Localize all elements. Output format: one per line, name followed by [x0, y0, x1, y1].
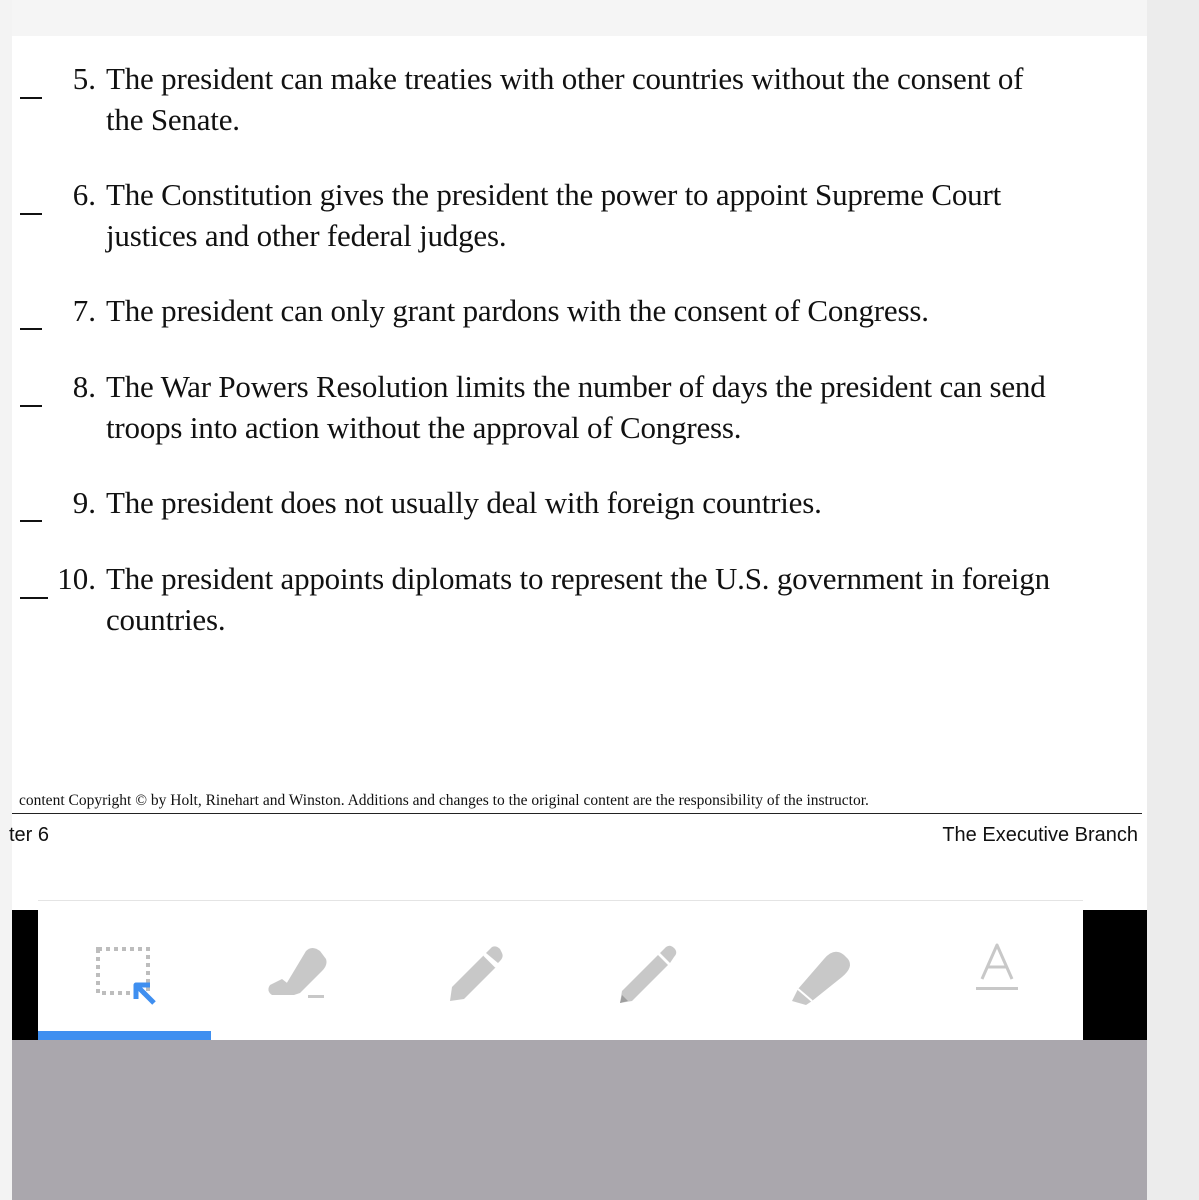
question-text-line: countries. [106, 602, 226, 637]
copyright-notice: content Copyright © by Holt, Rinehart and Winston. Additions and changes to the original content are the responsibility of the instructor. [19, 792, 869, 809]
canvas-background [12, 1040, 1147, 1200]
question-number: 5. [72, 61, 96, 96]
question-text-line: the Senate. [106, 102, 240, 137]
chapter-label: ter 6 [9, 824, 50, 846]
question-text-line: The War Powers Resolution limits the number of days the president can send [106, 369, 1046, 404]
annotation-toolbar [38, 900, 1083, 1040]
highlighter-tool[interactable] [784, 941, 854, 1011]
lasso-select-icon [94, 943, 164, 1013]
question-text-line: The president can make treaties with other countries without the consent of [106, 61, 1024, 96]
top-margin [0, 0, 1199, 36]
text-tool-icon [962, 941, 1032, 1011]
question-number: 8. [72, 369, 96, 404]
toolbar-edge-left [12, 910, 38, 1040]
question-text-line: troops into action without the approval of Congress. [106, 410, 742, 445]
eraser-icon [264, 941, 334, 1011]
question-text-line: The president appoints diplomats to represent the U.S. government in foreign [106, 561, 1050, 596]
pencil-tool[interactable] [612, 941, 682, 1011]
left-margin [0, 0, 12, 1200]
highlighter-icon [784, 941, 854, 1011]
right-margin [1147, 0, 1199, 1200]
section-title: The Executive Branch [942, 824, 1138, 846]
question-number: 9. [72, 485, 96, 520]
pencil-icon [612, 941, 682, 1011]
pen-tool[interactable] [440, 941, 510, 1011]
question-text-line: justices and other federal judges. [106, 218, 507, 253]
eraser-tool[interactable] [264, 941, 334, 1011]
worksheet-page [9, 36, 1147, 910]
text-tool[interactable] [962, 941, 1032, 1011]
pen-icon [440, 941, 510, 1011]
question-text-line: The Constitution gives the president the power to appoint Supreme Court [106, 177, 1001, 212]
footer-divider [12, 813, 1142, 814]
question-text-line: The president does not usually deal with foreign countries. [106, 485, 822, 520]
question-number: 7. [72, 293, 96, 328]
toolbar-edge-right [1083, 910, 1147, 1040]
question-number: 6. [72, 177, 96, 212]
question-text-line: The president can only grant pardons with the consent of Congress. [106, 293, 929, 328]
lasso-select-tool[interactable] [94, 943, 164, 1013]
question-number: 10. [57, 561, 96, 596]
